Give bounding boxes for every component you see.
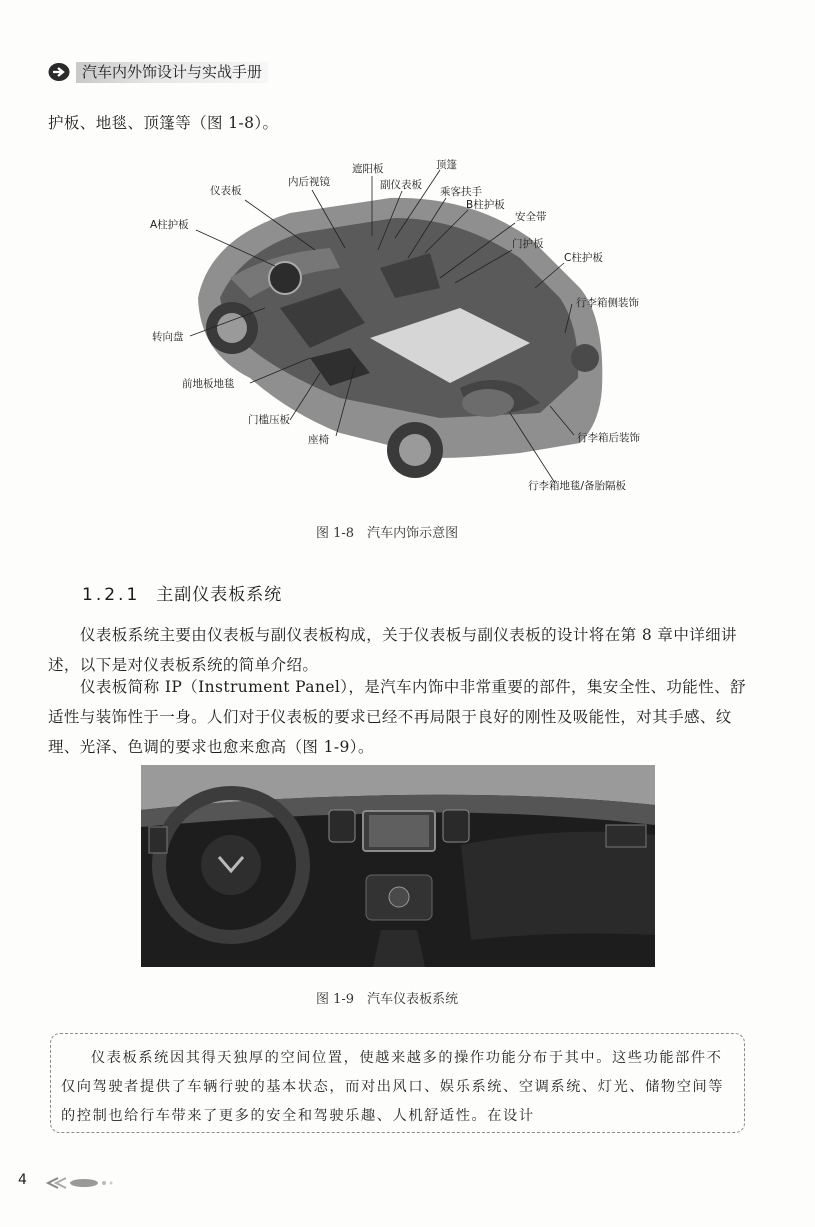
note-text: 仪表板系统因其得天独厚的空间位置，使越来越多的操作功能分布于其中。这些功能部件不仅向驾驶者提供了车辆行驶的基本状态，而对出风口、娱乐系统、空调系统、灯光、储物空间等的控制也给行车带来了更多的安全和驾驶乐趣、人机舒适性。在设计: [61, 1050, 725, 1124]
label-dingpeng: 顶篷: [436, 159, 457, 171]
label-zuoyi: 座椅: [308, 434, 329, 446]
figure-dashboard-photo: [141, 765, 655, 967]
label-menhuban: 门护板: [512, 238, 544, 250]
paragraph-2: 仪表板简称 IP（Instrument Panel），是汽车内饰中非常重要的部件，集安全性、功能性、舒适性与装饰性于一身。人们对于仪表板的要求已经不再局限于良好的刚性及吸能性，对其手感、纹理、光泽、色调的要求也愈来愈高（图 1-9）。: [48, 678, 746, 756]
section-number: 1.2.1: [82, 585, 141, 605]
label-zheyangban: 遮阳板: [352, 163, 384, 175]
label-yibiaoban: 仪表板: [210, 185, 242, 197]
label-qiandiban: 前地板地毯: [182, 378, 235, 390]
running-header-title: 汽车内外饰设计与实战手册: [76, 62, 268, 83]
label-bzhu: B柱护板: [466, 199, 505, 211]
footer-arrow-icon: [44, 1176, 120, 1190]
figure-car-interior: [140, 158, 660, 503]
label-fuyibiaoban: 副仪表板: [380, 179, 422, 191]
intro-line: 护板、地毯、顶篷等（图 1-8）。: [48, 114, 279, 132]
section-title: 主副仪表板系统: [156, 585, 283, 605]
label-xinglixianghou: 行李箱后装饰: [577, 432, 640, 444]
paragraph-1: 仪表板系统主要由仪表板与副仪表板构成，关于仪表板与副仪表板的设计将在第 8 章中详细讲述，以下是对仪表板系统的简单介绍。: [48, 626, 737, 674]
label-xinglixiangditan: 行李箱地毯/备胎隔板: [528, 480, 627, 492]
label-xinglixiangce: 行李箱侧装饰: [576, 297, 639, 309]
page-number: 4: [18, 1172, 27, 1188]
section-heading: [82, 580, 282, 605]
note-box: [50, 1033, 745, 1133]
header-arrow-icon: [48, 62, 72, 82]
label-anquandai: 安全带: [515, 211, 547, 223]
label-chengkefushou: 乘客扶手: [440, 186, 482, 198]
label-czhu: C柱护板: [564, 252, 603, 264]
label-azhu: A柱护板: [150, 219, 189, 231]
figure1-caption: 图 1-8 汽车内饰示意图: [316, 526, 459, 541]
label-menkanya: 门槛压板: [248, 414, 290, 426]
label-neihoushijing: 内后视镜: [288, 176, 330, 188]
figure2-caption: 图 1-9 汽车仪表板系统: [316, 992, 459, 1007]
label-zhuanxiangpan: 转向盘: [152, 331, 184, 343]
